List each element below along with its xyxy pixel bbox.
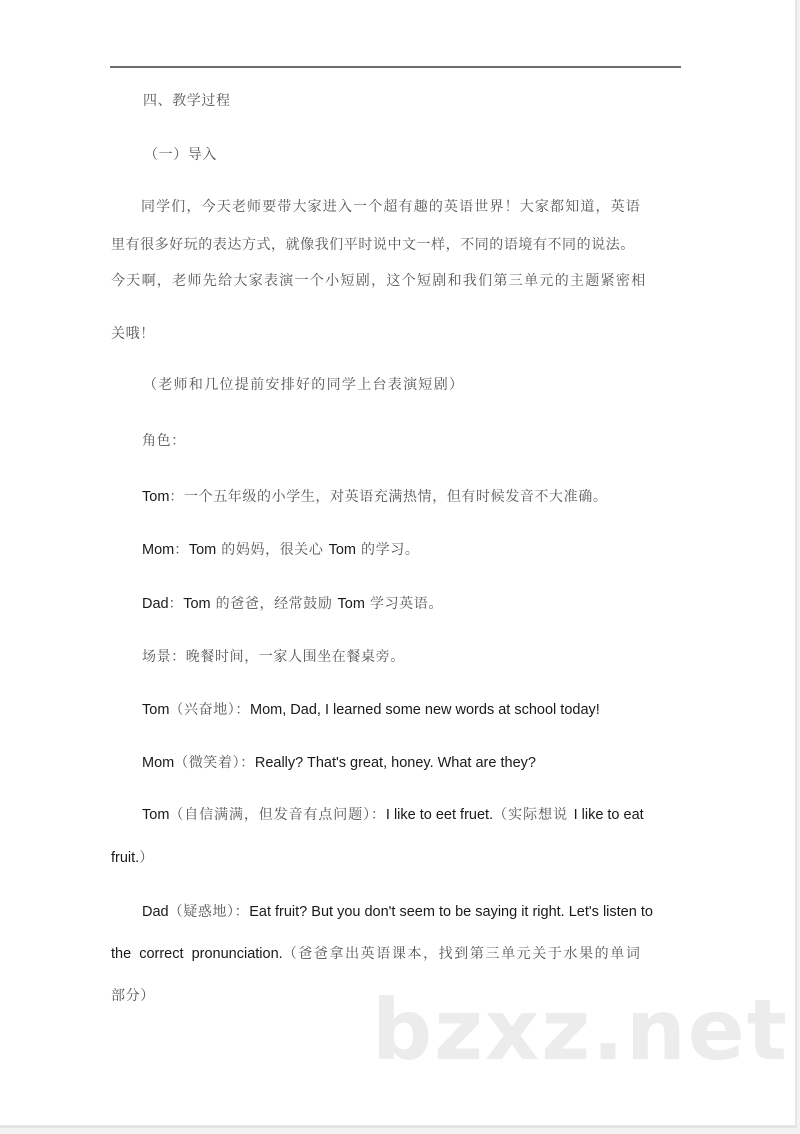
speaker: Tom: [142, 702, 170, 718]
dialogue-line-3: [142, 805, 644, 825]
stage-note: （老师和几位提前安排好的同学上台表演短剧）: [143, 377, 465, 393]
watermark: bzxz.net: [372, 981, 789, 1079]
role-name: Mom: [142, 542, 175, 558]
subsection-heading: （一）导入: [144, 147, 217, 163]
translation-note: （实际想说: [493, 807, 574, 823]
role-separator: ：: [168, 596, 184, 612]
spoken-line: Eat fruit? But you don't seem to be saying it right. Let's listen to: [249, 904, 653, 920]
section-heading: 四、教学过程: [143, 93, 231, 109]
dialogue-line-1: [142, 700, 600, 720]
translation-note-english: I like to eat: [573, 807, 644, 823]
role-description-part: Tom: [183, 596, 211, 612]
role-mom: [142, 540, 419, 560]
role-description-part: Tom: [188, 542, 217, 558]
intro-paragraph-line-2: 里有很多好玩的表达方式，就像我们平时说中文一样，不同的语境有不同的说法。: [111, 237, 635, 253]
spoken-line: Mom, Dad, I learned some new words at school today!: [250, 702, 600, 718]
scene-description: 场景：晚餐时间，一家人围坐在餐桌旁。: [142, 649, 405, 665]
dialogue-line-3-continuation: [111, 848, 154, 868]
role-name: Dad: [142, 596, 169, 612]
stage-direction-note: （爸爸拿出英语课本，找到第三单元关于水果的单词: [282, 946, 642, 962]
dialogue-line-2: [142, 753, 536, 773]
role-description-part: 的学习。: [355, 542, 420, 558]
spoken-line: I like to eet fruet.: [385, 807, 494, 823]
spoken-line: Really? That's great, honey. What are they?: [254, 755, 536, 771]
role-description-part: 的爸爸，经常鼓励: [210, 596, 338, 612]
continuation-text: the correct pronunciation.: [111, 946, 283, 962]
continuation-text: fruit.: [111, 850, 140, 866]
header-rule: [110, 66, 681, 68]
closing-paren: ）: [139, 850, 154, 866]
intro-paragraph-line-1: 同学们，今天老师要带大家进入一个超有趣的英语世界！大家都知道，英语: [141, 199, 641, 215]
role-description-part: Tom: [337, 596, 365, 612]
role-description: 一个五年级的小学生，对英语充满热情，但有时候发音不大准确。: [184, 489, 608, 505]
role-description-part: 的妈妈，很关心: [216, 542, 329, 558]
stage-direction: （疑惑地）：: [168, 904, 250, 920]
role-name: Tom: [142, 489, 170, 505]
stage-direction: （微笑着）：: [174, 755, 255, 771]
stage-direction: （兴奋地）：: [169, 702, 251, 718]
speaker: Mom: [142, 755, 175, 771]
role-description-part: Tom: [328, 542, 356, 558]
intro-paragraph-line-4: 关哦！: [111, 326, 155, 342]
roles-label: 角色：: [142, 433, 186, 449]
speaker: Tom: [142, 807, 170, 823]
role-separator: ：: [169, 489, 185, 505]
stage-direction: （自信满满，但发音有点问题）：: [169, 807, 386, 823]
dialogue-line-4-note-end: 部分）: [111, 988, 155, 1004]
role-separator: ：: [174, 542, 189, 558]
role-tom: [142, 487, 607, 507]
dialogue-line-4: [142, 902, 653, 922]
speaker: Dad: [142, 904, 169, 920]
role-dad: [142, 594, 443, 614]
role-description-part: 学习英语。: [364, 596, 443, 612]
intro-paragraph-line-3: 今天啊，老师先给大家表演一个小短剧，这个短剧和我们第三单元的主题紧密相: [111, 273, 647, 289]
dialogue-line-4-continuation: [111, 944, 642, 964]
